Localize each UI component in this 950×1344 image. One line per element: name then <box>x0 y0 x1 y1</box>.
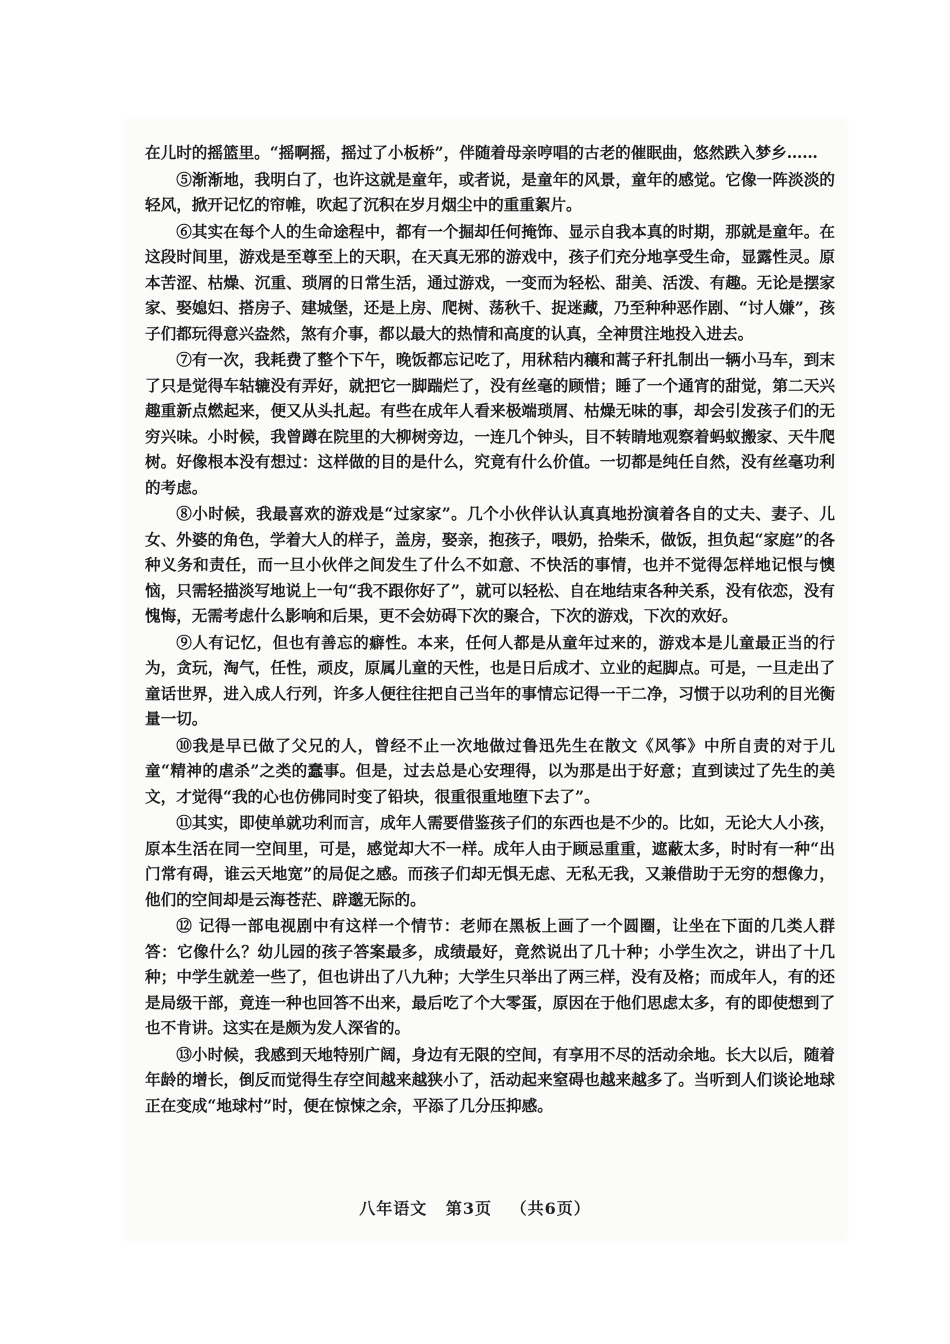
paragraph-8: ⑧小时候，我最喜欢的游戏是“过家家”。几个小伙伴认认真真地扮演着各自的丈夫、妻子、儿女、外婆的角色，学着大人的样子，盖房，娶亲，抱孩子，喂奶，拾柴禾，做饭，担负起“家庭”的各种义务和责任，而一旦小伙伴之间发生了什么不如意、不快活的事情，也并不觉得怎样地记恨与懊恼，只需轻描淡写地说上一句“我不跟你好了”，就可以轻松、自在地结束各种关系，没有依恋，没有愧悔，无需考虑什么影响和后果，更不会妨碍下次的聚合，下次的游戏，下次的欢好。 <box>145 504 835 625</box>
paragraph-10: ⑩我是早已做了父兄的人，曾经不止一次地做过鲁迅先生在散文《风筝》中所自责的对于儿童“精神的虐杀”之类的蠢事。但是，过去总是心安理得，以为那是出于好意；直到读过了先生的美文，才觉得“我的心也仿佛同时变了铅块，很重很重地堕下去了”。 <box>145 735 835 806</box>
paragraph-continuation: 在儿时的摇篮里。“摇啊摇，摇过了小板桥”，伴随着母亲哼唱的古老的催眠曲，悠然跌入梦乡…… <box>145 143 818 162</box>
paragraph-11: ⑪其实，即使单就功利而言，成年人需要借鉴孩子们的东西也是不少的。比如，无论大人小孩，原本生活在同一空间里，可是，感觉却大不一样。成年人由于顾忌重重，遮蔽太多，时时有一种“出门常有碍，谁云天地宽”的局促之感。而孩子们却无惧无虑、无私无我，又兼借助于无穷的想像力，他们的空间却是云海苍茫、辟邈无际的。 <box>145 813 835 909</box>
paragraph-6: ⑥其实在每个人的生命途程中，都有一个掘却任何掩饰、显示自我本真的时期，那就是童年。在这段时间里，游戏是至尊至上的天职，在天真无邪的游戏中，孩子们充分地享受生命，显露性灵。原本苦涩、枯燥、沉重、琐屑的日常生活，通过游戏，一变而为轻松、甜美、活泼、有趣。无论是摆家家、娶媳妇、搭房子、建城堡，还是上房、爬树、荡秋千、捉迷藏，乃至种种恶作剧、“讨人嫌”，孩子们都玩得意兴盎然，煞有介事，都以最大的热情和高度的认真，全神贯注地投入进去。 <box>145 221 835 343</box>
page-footer <box>0 1196 950 1219</box>
paragraph-7: ⑦有一次，我耗费了整个下午，晚饭都忘记吃了，用秫秸内穰和蒿子秆扎制出一辆小马车，到末了只是觉得车轱辘没有弄好，就把它一脚踹烂了，没有丝毫的顾惜；睡了一个通宵的甜觉，第二天兴趣重新点燃起来，便又从头扎起。有些在成年人看来极端琐屑、枯燥无味的事，却会引发孩子们的无穷兴味。小时候，我曾蹲在院里的大柳树旁边，一连几个钟头，目不转睛地观察着蚂蚁搬家、天牛爬树。好像根本没有想过：这样做的目的是什么，究竟有什么价值。一切都是纯任自然，没有丝毫功利的考虑。 <box>145 350 835 497</box>
footer-page-number: 第3页 <box>445 1199 492 1218</box>
paragraph-12: ⑫ 记得一部电视剧中有这样一个情节：老师在黑板上画了一个圆圈，让坐在下面的几类人群答：它像什么？幼儿园的孩子答案最多，成绩最好，竟然说出了几十种；小学生次之，讲出了十几种；中学生就差一些了，但也讲出了八九种；大学生只举出了两三样，没有及格；而成年人，有的还是局级干部，竟连一种也回答不出来，最后吃了个大零蛋，原因在于他们思虑太多，有的即使想到了也不肯讲。这实在是颇为发人深省的。 <box>145 916 835 1037</box>
paragraph-5: ⑤渐渐地，我明白了，也许这就是童年，或者说，是童年的风景，童年的感觉。它像一阵淡淡的轻风，掀开记忆的帘帷，吹起了沉积在岁月烟尘中的重重絮片。 <box>145 169 835 214</box>
footer-subject: 八年语文 <box>359 1199 428 1218</box>
article-body <box>145 140 835 1119</box>
paragraph-9: ⑨人有记忆，但也有善忘的癖性。本来，任何人都是从童年过来的，游戏本是儿童最正当的行为，贪玩，淘气，任性，顽皮，原属儿童的天性，也是日后成才、立业的起脚点。可是，一旦走出了童话世界，进入成人行列，许多人便往往把自己当年的事情忘记得一干二净，习惯于以功利的目光衡量一切。 <box>145 632 835 728</box>
footer-page-total: （共6页） <box>510 1199 591 1218</box>
paragraph-13: ⑬小时候，我感到天地特别广阔，身边有无限的空间，有享用不尽的活动余地。长大以后，随着年龄的增长，倒反而觉得生存空间越来越狭小了，活动起来窒碍也越来越多了。当听到人们谈论地球正在变成“地球村”时，便在惊悚之余，平添了几分压抑感。 <box>145 1044 835 1115</box>
